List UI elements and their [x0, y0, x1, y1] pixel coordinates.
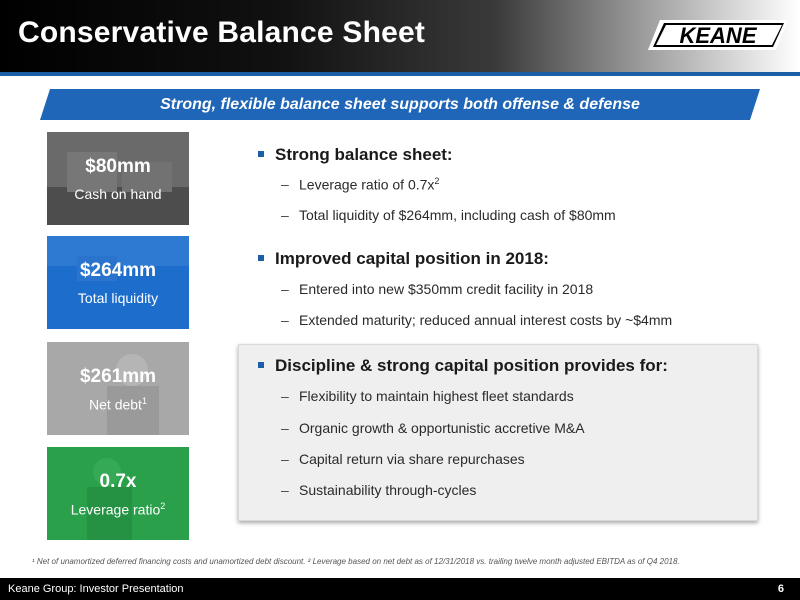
- section-item: Total liquidity of $264mm, including cash of $80mm: [299, 207, 616, 223]
- bullet-square-icon: [258, 255, 264, 261]
- dash-icon: –: [281, 312, 289, 328]
- field-photo-backdrop: [47, 236, 189, 329]
- stat-value: 0.7x: [99, 471, 137, 492]
- section-heading: Improved capital position in 2018:: [275, 249, 549, 268]
- section-item: Organic growth & opportunistic accretive M&A: [299, 420, 585, 436]
- stat-label: Cash on hand: [74, 186, 162, 202]
- dash-icon: –: [281, 281, 289, 297]
- footer-text: Keane Group: Investor Presentation: [8, 583, 184, 595]
- footnote: ¹ Net of unamortized deferred financing costs and unamortized debt discount. ² Leverage based on net debt as of 12/31/2018 vs. trailing twelve month adjusted EBITDA as of Q4 2018.: [32, 557, 680, 566]
- section-item: Entered into new $350mm credit facility in 2018: [299, 281, 594, 297]
- stat-value: $80mm: [85, 156, 151, 177]
- bullet-square-icon: [258, 151, 264, 157]
- svg-text:KEANE: KEANE: [679, 23, 757, 48]
- slide-title: Conservative Balance Sheet: [18, 16, 426, 49]
- stat-label: Leverage ratio$^2$: [70, 501, 166, 518]
- stat-box-cash: [47, 132, 189, 225]
- banner-text: Strong, flexible balance sheet supports both offense & defense: [160, 96, 640, 113]
- dash-icon: –: [281, 420, 289, 436]
- truck-photo-backdrop: [47, 132, 189, 225]
- section-heading: Strong balance sheet:: [275, 145, 453, 164]
- stat-label: Total liquidity: [77, 290, 159, 306]
- worker-photo-backdrop: [47, 342, 189, 435]
- section-item: Sustainability through-cycles: [299, 482, 477, 498]
- stat-label: Net debt$^1$: [89, 396, 147, 413]
- dash-icon: –: [281, 176, 289, 192]
- stat-box-liquidity: [47, 236, 189, 329]
- worker-photo-backdrop: [47, 447, 189, 540]
- dash-icon: –: [281, 451, 289, 467]
- dash-icon: –: [281, 207, 289, 223]
- stat-box-leverage: [47, 447, 189, 540]
- header-rule: [0, 72, 800, 76]
- stat-value: $264mm: [79, 260, 157, 281]
- section-item: Leverage ratio of $0.7x^2$: [299, 176, 440, 193]
- stat-value: $261mm: [79, 366, 157, 387]
- section-heading: Discipline & strong capital position provides for:: [275, 356, 668, 375]
- stat-box-net-debt: [47, 342, 189, 435]
- section-item: Extended maturity; reduced annual interest costs by ~$4mm: [299, 312, 673, 328]
- dash-icon: –: [281, 482, 289, 498]
- page-number: 6: [777, 583, 784, 595]
- keane-logo: [648, 20, 788, 50]
- section-item: Capital return via share repurchases: [299, 451, 525, 467]
- section-item: Flexibility to maintain highest fleet standards: [299, 388, 574, 404]
- dash-icon: –: [281, 388, 289, 404]
- bullet-square-icon: [258, 362, 264, 368]
